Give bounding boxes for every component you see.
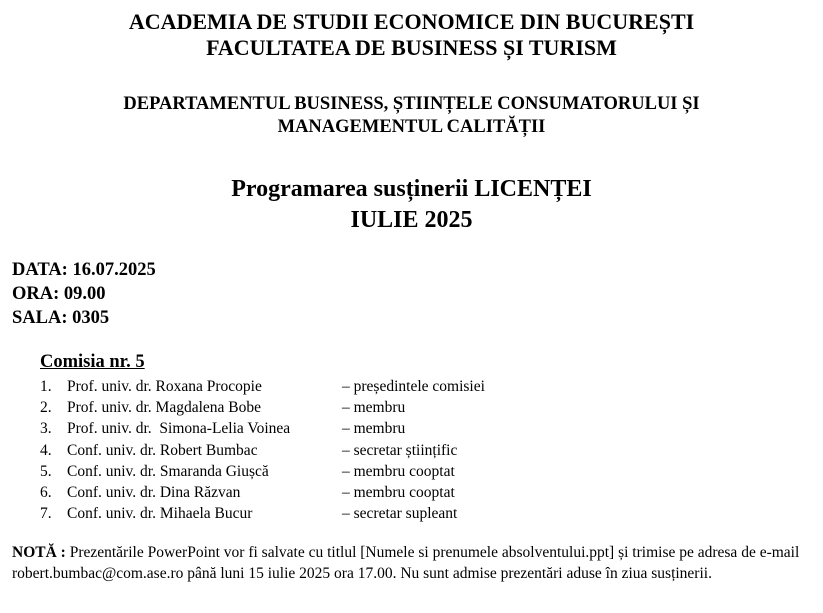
member-name: Conf. univ. dr. Mihaela Bucur — [67, 505, 253, 523]
list-item — [40, 503, 600, 524]
list-item — [40, 418, 600, 439]
document-title: Programarea susținerii LICENȚEI — [231, 176, 592, 202]
institution-name: ACADEMIA DE STUDII ECONOMICE DIN BUCUREȘTI — [128, 9, 695, 34]
list-item — [40, 397, 600, 418]
member-number: 6. — [40, 483, 52, 501]
document-subtitle: IULIE 2025 — [350, 207, 473, 233]
member-role: – membru cooptat — [342, 483, 455, 501]
department-line-2: MANAGEMENTUL CALITĂȚII — [277, 117, 546, 137]
commission-title: Comisia nr. 5 — [40, 352, 145, 372]
list-item — [40, 482, 600, 503]
member-number: 2. — [40, 399, 52, 417]
note-text: Prezentările PowerPoint vor fi salvate cu titlul [Numele si prenumele absolventului.ppt] și trimise pe adresa de e-mail robert.bumbac@com.ase.ro până luni 15 iulie 2025 ora 17.00. Nu sunt admise prezentări aduse în ziua susținerii. — [12, 544, 800, 582]
commission-members-list — [40, 376, 600, 524]
member-number: 5. — [40, 462, 52, 480]
member-name: Prof. univ. dr. Magdalena Bobe — [67, 399, 261, 417]
member-number: 4. — [40, 441, 52, 459]
faculty-name: FACULTATEA DE BUSINESS ȘI TURISM — [206, 35, 617, 60]
member-role: – membru — [342, 420, 406, 438]
list-item — [40, 461, 600, 482]
note-label: NOTĂ : — [12, 544, 66, 561]
member-role: – membru — [342, 399, 406, 417]
member-name: Prof. univ. dr. Simona-Lelia Voinea — [67, 420, 291, 438]
exam-room: SALA: 0305 — [12, 308, 110, 328]
list-item — [40, 440, 600, 461]
member-role: – secretar supleant — [342, 505, 458, 523]
member-number: 3. — [40, 420, 52, 438]
member-name: Conf. univ. dr. Smaranda Giușcă — [67, 462, 269, 480]
member-name: Prof. univ. dr. Roxana Procopie — [67, 378, 262, 395]
member-role: – membru cooptat — [342, 462, 455, 480]
member-role: – președintele comisiei — [342, 378, 485, 395]
member-number: 7. — [40, 505, 52, 523]
member-number: 1. — [40, 378, 52, 395]
member-role: – secretar științific — [342, 441, 458, 459]
department-line-1: DEPARTAMENTUL BUSINESS, ȘTIINȚELE CONSUMATORULUI ȘI — [123, 94, 700, 114]
note-paragraph — [12, 543, 812, 584]
exam-date: DATA: 16.07.2025 — [12, 260, 156, 280]
member-name: Conf. univ. dr. Dina Răzvan — [67, 483, 241, 501]
list-item — [40, 376, 600, 397]
member-name: Conf. univ. dr. Robert Bumbac — [67, 441, 258, 459]
exam-time: ORA: 09.00 — [12, 284, 106, 304]
